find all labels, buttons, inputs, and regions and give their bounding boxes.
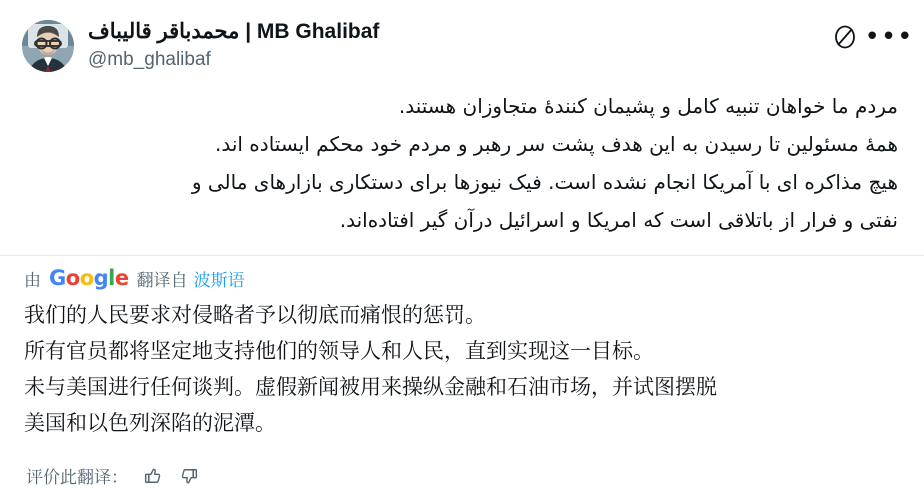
name-block	[88, 18, 832, 73]
thumbs-up-icon[interactable]	[142, 465, 164, 487]
source-language-link[interactable]: 波斯语	[193, 271, 245, 291]
rating-label: 评价此翻译：	[26, 468, 128, 488]
header-actions	[832, 22, 914, 52]
display-name[interactable]: محمدباقر قالیباف | MB Ghalibaf	[88, 20, 380, 43]
more-dots: •••	[864, 22, 914, 52]
google-logo: Google	[49, 266, 129, 290]
more-options-icon[interactable]	[864, 22, 914, 52]
avatar[interactable]	[22, 20, 74, 72]
original-line: نفتی و فرار از باتلاقی است که امریکا و اسرائیل درآن گیر افتاده‌اند.	[339, 208, 898, 232]
original-tweet-text	[0, 73, 924, 249]
translated-line: 美国和以色列深陷的泥潭。	[24, 411, 276, 435]
translation-rating-row	[0, 441, 924, 488]
translation-attribution	[0, 256, 924, 291]
translated-line: 所有官员都将坚定地支持他们的领导人和人民，直到实现这一目标。	[24, 339, 654, 363]
mute-icon[interactable]	[832, 24, 858, 50]
thumbs-down-icon[interactable]	[178, 465, 200, 487]
original-line: همهٔ مسئولین تا رسیدن به این هدف پشت سر رهبر و مردم خود محکم ایستاده اند.	[214, 132, 898, 156]
translation-prefix: 由	[24, 271, 41, 291]
original-line: هیچ مذاکره ای با آمریکا انجام نشده است. فیک نیوزها برای دستکاری بازارهای مالی و	[191, 170, 898, 194]
tweet-header	[0, 0, 924, 73]
translated-tweet-text	[0, 291, 924, 441]
original-line: مردم ما خواهان تنبیه کامل و پشیمان کنندهٔ متجاوزان هستند.	[398, 94, 898, 118]
translated-from-label: 翻译自	[136, 271, 188, 291]
translated-line: 我们的人民要求对侵略者予以彻底而痛恨的惩罚。	[24, 303, 486, 327]
translated-line: 未与美国进行任何谈判。虚假新闻被用来操纵金融和石油市场，并试图摆脱	[24, 375, 717, 399]
handle[interactable]: @mb_ghalibaf	[88, 49, 211, 70]
